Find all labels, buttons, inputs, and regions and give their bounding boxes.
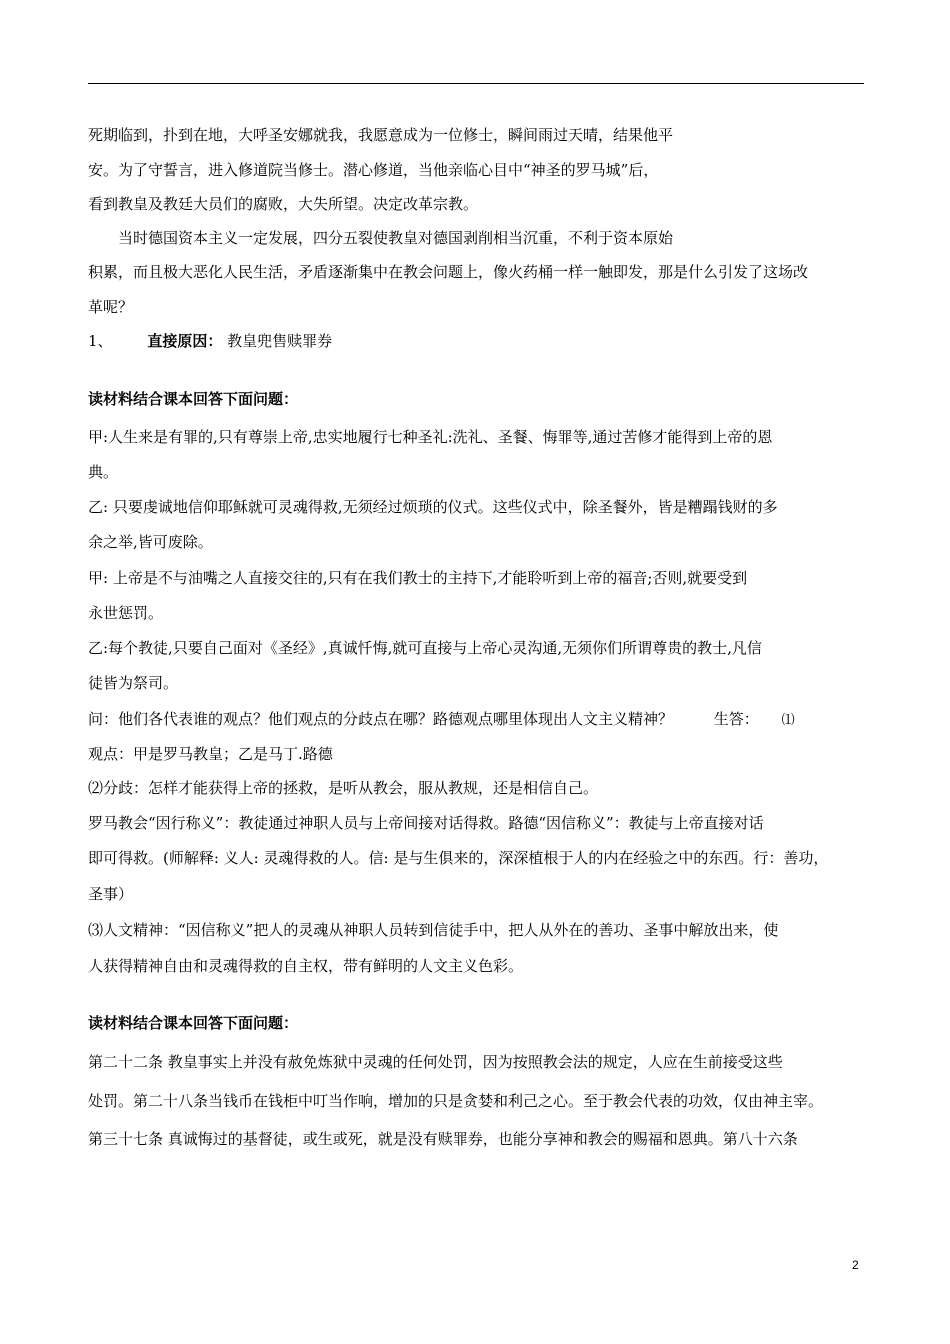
theses-line-3: 第三十七条 真诚悔过的基督徒，或生或死，就是没有赎罪券，也能分享神和教会的赐福和恩典。第八十六条 xyxy=(88,1130,798,1148)
dialogue-line-8: 徒皆为祭司。 xyxy=(88,674,179,692)
answer-line-3: 罗马教会“因行称义”：教徒通过神职人员与上帝间接对话得救。路德“因信称义”：教徒与上帝直接对话 xyxy=(88,814,764,832)
answer-line-7: 人获得精神自由和灵魂得救的自主权，带有鲜明的人文主义色彩。 xyxy=(88,957,524,975)
body-line-1: 死期临到，扑到在地，大呼圣安娜就我，我愿意成为一位修士，瞬间雨过天晴，结果他平 xyxy=(88,126,674,144)
dialogue-line-6: 永世惩罚。 xyxy=(88,604,164,622)
header-rule xyxy=(88,83,864,84)
dialogue-line-3: 乙: 只要虔诚地信仰耶稣就可灵魂得救,无须经过烦琐的仪式。这些仪式中，除圣餐外，皆是糟蹋钱财的多 xyxy=(88,498,778,516)
body-line-2: 安。为了守誓言，进入修道院当修士。潜心修道，当他亲临心目中“神圣的罗马城”后， xyxy=(88,161,659,179)
answer-line-2: ⑵分歧：怎样才能获得上帝的拯救，是听从教会，服从教规，还是相信自己。 xyxy=(88,779,599,797)
section-heading-2: 读材料结合课本回答下面问题： xyxy=(88,1014,299,1032)
dialogue-line-4: 余之举,皆可废除。 xyxy=(88,533,213,551)
item-1-label: 直接原因： xyxy=(147,332,223,350)
theses-line-2: 处罚。第二十八条当钱币在钱柜中叮当作响，增加的只是贪婪和利己之心。至于教会代表的功效，仅由神主宰。 xyxy=(88,1092,824,1110)
answer-line-6: ⑶人文精神：“因信称义”把人的灵魂从神职人员转到信徒手中，把人从外在的善功、圣事中解放出来，使 xyxy=(88,921,779,939)
body-line-3: 看到教皇及教廷大员们的腐败，大失所望。决定改革宗教。 xyxy=(88,195,479,213)
answer-number: ⑴ xyxy=(781,713,795,728)
body-line-4: 当时德国资本主义一定发展，四分五裂使教皇对德国剥削相当沉重，不利于资本原始 xyxy=(88,229,674,247)
dialogue-line-5: 甲: 上帝是不与油嘴之人直接交往的,只有在我们教士的主持下,才能聆听到上帝的福音;否则,就要受到 xyxy=(88,569,748,587)
body-line-6: 革呢？ xyxy=(88,298,134,316)
dialogue-line-2: 典。 xyxy=(88,463,119,481)
answer-label: 生答： xyxy=(713,710,759,728)
item-1-number: 1、 xyxy=(88,332,113,350)
section-heading-1: 读材料结合课本回答下面问题： xyxy=(88,390,299,408)
item-1-text: 教皇兜售赎罪券 xyxy=(227,332,333,350)
question-line xyxy=(88,709,795,731)
dialogue-line-1: 甲:人生来是有罪的,只有尊崇上帝,忠实地履行七种圣礼:洗礼、圣餐、悔罪等,通过苦修才能得到上帝的恩 xyxy=(88,428,773,446)
item-1 xyxy=(88,331,332,351)
question-text: 问：他们各代表谁的观点？他们观点的分歧点在哪？路德观点哪里体现出人文主义精神？ xyxy=(88,710,674,728)
answer-line-5: 圣事） xyxy=(88,885,134,903)
dialogue-line-7: 乙:每个教徒,只要自己面对《圣经》,真诚忏悔,就可直接与上帝心灵沟通,无须你们所谓尊贵的教士,凡信 xyxy=(88,639,762,657)
page-number: 2 xyxy=(852,1258,859,1272)
answer-line-4: 即可得救。(师解释: 义人: 灵魂得救的人。信: 是与生俱来的，深深植根于人的内在经验之中的东西。行：善功， xyxy=(88,849,829,867)
body-line-5: 积累，而且极大恶化人民生活，矛盾逐渐集中在教会问题上，像火药桶一样一触即发，那是什么引发了这场改 xyxy=(88,263,809,281)
answer-line-1: 观点：甲是罗马教皇；乙是马丁.路德 xyxy=(88,745,333,763)
theses-line-1: 第二十二条 教皇事实上并没有赦免炼狱中灵魂的任何处罚，因为按照教会法的规定，人应在生前接受这些 xyxy=(88,1053,783,1071)
